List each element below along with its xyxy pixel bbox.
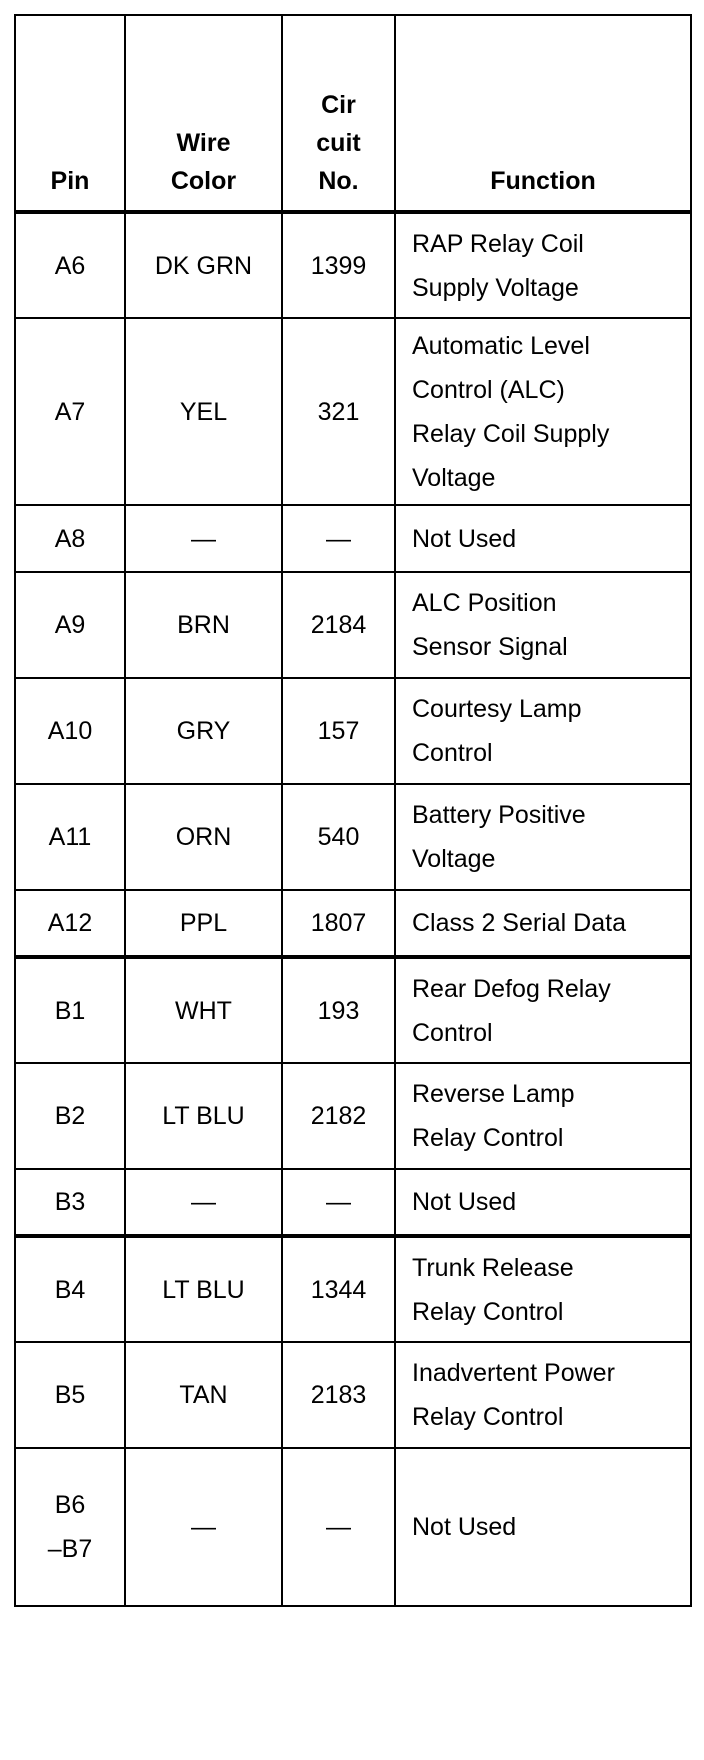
header-row <box>15 15 691 212</box>
function-cell: Automatic Level Control (ALC) Relay Coil Supply Voltage <box>395 318 691 505</box>
pin-cell: B4 <box>15 1236 125 1342</box>
wire-color-cell: GRY <box>125 678 282 784</box>
pin-cell: B2 <box>15 1063 125 1169</box>
pin-cell: A8 <box>15 505 125 572</box>
circuit-cell: 540 <box>282 784 395 890</box>
wire-color-cell: LT BLU <box>125 1236 282 1342</box>
function-cell: Reverse Lamp Relay Control <box>395 1063 691 1169</box>
table-row <box>15 1236 691 1342</box>
pin-cell: B6 –B7 <box>15 1448 125 1606</box>
pin-cell: A7 <box>15 318 125 505</box>
circuit-cell: — <box>282 1448 395 1606</box>
circuit-cell: 157 <box>282 678 395 784</box>
function-cell: Battery Positive Voltage <box>395 784 691 890</box>
pin-cell: A9 <box>15 572 125 678</box>
wire-color-cell: TAN <box>125 1342 282 1448</box>
pin-cell: B3 <box>15 1169 125 1236</box>
pin-cell: B1 <box>15 957 125 1063</box>
wire-color-cell: — <box>125 505 282 572</box>
circuit-cell: 1399 <box>282 212 395 318</box>
pin-cell: B5 <box>15 1342 125 1448</box>
circuit-cell: 2182 <box>282 1063 395 1169</box>
table-row <box>15 572 691 678</box>
circuit-cell: 1807 <box>282 890 395 957</box>
wire-color-cell: WHT <box>125 957 282 1063</box>
wire-color-cell: DK GRN <box>125 212 282 318</box>
table-row <box>15 1169 691 1236</box>
table-body <box>15 212 691 1606</box>
table-row <box>15 212 691 318</box>
circuit-cell: — <box>282 1169 395 1236</box>
table-row <box>15 318 691 505</box>
function-cell: RAP Relay Coil Supply Voltage <box>395 212 691 318</box>
function-cell: Not Used <box>395 1448 691 1606</box>
wire-color-cell: LT BLU <box>125 1063 282 1169</box>
wire-color-cell: YEL <box>125 318 282 505</box>
table-row <box>15 890 691 957</box>
table-row <box>15 1342 691 1448</box>
wire-color-cell: — <box>125 1448 282 1606</box>
function-cell: Not Used <box>395 505 691 572</box>
pin-table <box>14 14 692 1607</box>
circuit-cell: 321 <box>282 318 395 505</box>
header-wire-color: Wire Color <box>125 15 282 212</box>
circuit-cell: 2183 <box>282 1342 395 1448</box>
table-header <box>15 15 691 212</box>
table-row <box>15 1063 691 1169</box>
table-row <box>15 678 691 784</box>
circuit-cell: 1344 <box>282 1236 395 1342</box>
table-row <box>15 784 691 890</box>
table-row <box>15 957 691 1063</box>
function-cell: Not Used <box>395 1169 691 1236</box>
pin-cell: A12 <box>15 890 125 957</box>
pin-cell: A6 <box>15 212 125 318</box>
table-row <box>15 1448 691 1606</box>
function-cell: Inadvertent Power Relay Control <box>395 1342 691 1448</box>
function-cell: ALC Position Sensor Signal <box>395 572 691 678</box>
function-cell: Trunk Release Relay Control <box>395 1236 691 1342</box>
header-circuit-no: Cir cuit No. <box>282 15 395 212</box>
table-row <box>15 505 691 572</box>
wire-color-cell: — <box>125 1169 282 1236</box>
pin-cell: A11 <box>15 784 125 890</box>
circuit-cell: 2184 <box>282 572 395 678</box>
header-pin: Pin <box>15 15 125 212</box>
header-function: Function <box>395 15 691 212</box>
function-cell: Class 2 Serial Data <box>395 890 691 957</box>
pin-cell: A10 <box>15 678 125 784</box>
circuit-cell: — <box>282 505 395 572</box>
function-cell: Rear Defog Relay Control <box>395 957 691 1063</box>
wire-color-cell: BRN <box>125 572 282 678</box>
wire-color-cell: ORN <box>125 784 282 890</box>
circuit-cell: 193 <box>282 957 395 1063</box>
function-cell: Courtesy Lamp Control <box>395 678 691 784</box>
wire-color-cell: PPL <box>125 890 282 957</box>
